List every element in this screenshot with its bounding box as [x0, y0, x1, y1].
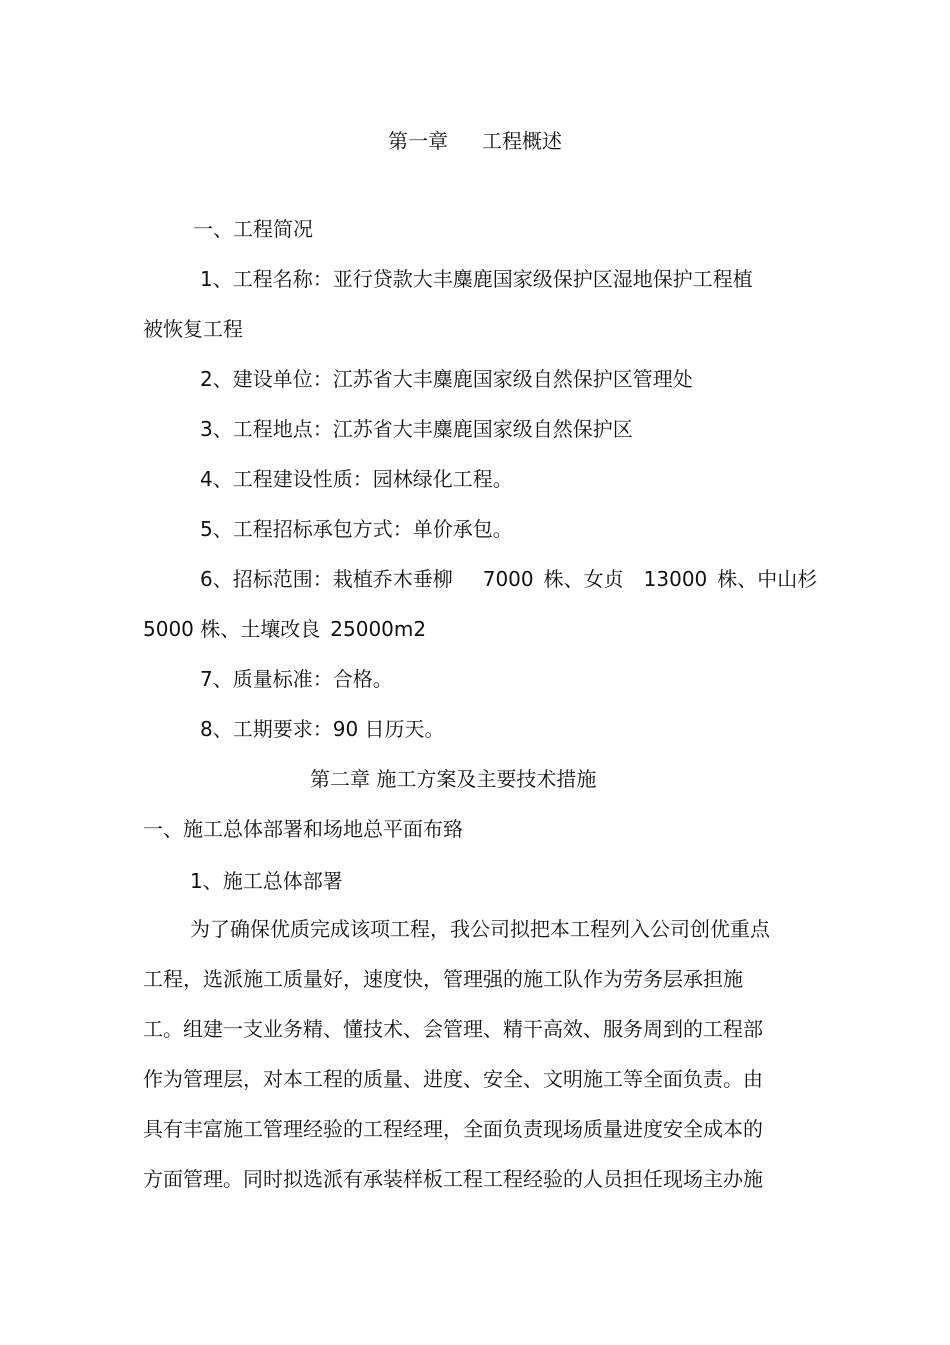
item-8	[200, 715, 445, 743]
item-3	[200, 415, 633, 443]
item-value: 园林绿化工程。	[372, 467, 513, 491]
item-label: 2、建设单位：	[200, 367, 333, 391]
item-value: 栽植乔木垂柳	[332, 567, 453, 591]
item-label: 3、工程地点：	[200, 417, 333, 441]
section2-heading: 一、施工总体部署和场地总平面布臵	[143, 817, 463, 841]
chapter1-number: 第一章	[388, 129, 448, 153]
item-number: 25000m2	[330, 617, 427, 641]
item-label: 4、工程建设性质：	[200, 467, 373, 491]
chapter1-heading	[0, 127, 950, 155]
item-2	[200, 365, 693, 393]
item-value: 江苏省大丰麋鹿国家级自然保护区管理处	[332, 367, 693, 391]
item-1	[200, 265, 753, 293]
paragraph-line: 具有丰富施工管理经验的工程经理，全面负责现场质量进度安全成本的	[143, 1117, 763, 1141]
item-4	[200, 465, 513, 493]
item-6	[200, 565, 817, 593]
chapter2-heading: 第二章 施工方案及主要技术措施	[310, 767, 597, 791]
paragraph-line: 为了确保优质完成该项工程，我公司拟把本工程列入公司创优重点	[190, 917, 770, 941]
paragraph-line: 工。组建一支业务精、懂技术、会管理、精干高效、服务周到的工程部	[143, 1017, 763, 1041]
item-7	[200, 665, 393, 693]
item-6-continuation	[143, 615, 426, 643]
paragraph-line: 作为管理层，对本工程的质量、进度、安全、文明施工等全面负责。由	[143, 1067, 763, 1091]
paragraph-line: 方面管理。同时拟选派有承装样板工程工程经验的人员担任现场主办施	[143, 1167, 763, 1191]
item-text: 株、中山杉	[717, 567, 818, 591]
subsection-heading: 1、施工总体部署	[190, 869, 343, 893]
item-5	[200, 515, 513, 543]
item-label: 1、工程名称：	[200, 267, 333, 291]
paragraph-line: 工程，选派施工质量好，速度快，管理强的施工队作为劳务层承担施	[143, 967, 743, 991]
section1-heading: 一、工程简况	[193, 217, 313, 241]
chapter1-title: 工程概述	[482, 129, 562, 153]
item-value: 合格。	[332, 667, 393, 691]
item-value: 亚行贷款大丰麋鹿国家级保护区湿地保护工程植	[332, 267, 753, 291]
item-number: 7000	[482, 567, 534, 591]
item-label: 7、质量标准：	[200, 667, 333, 691]
item-text: 株、女贞	[543, 567, 624, 591]
item-1-continuation: 被恢复工程	[143, 317, 243, 341]
item-label: 6、招标范围：	[200, 567, 333, 591]
item-value: 90 日历天。	[332, 717, 445, 741]
item-label: 5、工程招标承包方式：	[200, 517, 413, 541]
item-text: 5000 株、土壤改良	[143, 617, 321, 641]
item-label: 8、工期要求：	[200, 717, 333, 741]
item-value: 单价承包。	[412, 517, 513, 541]
item-number: 13000	[643, 567, 708, 591]
item-value: 江苏省大丰麋鹿国家级自然保护区	[332, 417, 633, 441]
